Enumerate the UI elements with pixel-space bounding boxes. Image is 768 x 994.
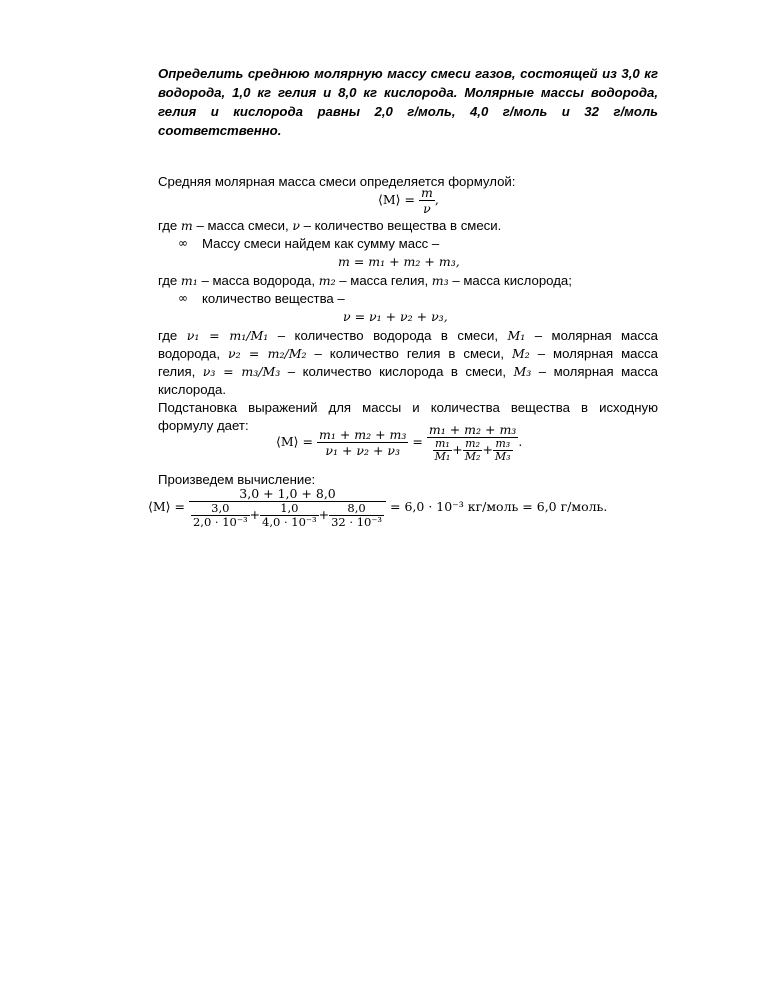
formula-mass-sum: m = m₁ + m₂ + m₃, (338, 254, 460, 269)
formula-numeric (148, 486, 607, 529)
denominator-M3: M₃ (494, 450, 511, 463)
definition-line-2 (158, 272, 658, 290)
denominator-helium: 4,0 · 10⁻³ (262, 515, 317, 529)
symbol-m1: m₁ (180, 273, 198, 288)
fraction-m-over-nu (419, 185, 435, 216)
symbol-m3: m₃ (431, 273, 449, 288)
symbol-m2: m₂ (318, 273, 336, 288)
plus-sign: + (452, 442, 463, 457)
symbol-M1: M₁ (507, 328, 526, 343)
fraction-denominator: ν₁ + ν₂ + ν₃ (317, 442, 408, 458)
text-where: где (158, 273, 181, 288)
fraction-denominator (427, 437, 518, 463)
text-hydrogen: водорода, (158, 346, 228, 361)
formula-nu3: ν₃ = m₃/M₃ (202, 364, 281, 379)
text-mass-oxygen: – масса кислорода; (448, 273, 572, 288)
text-amount-hydrogen: – количество водорода в смеси, (268, 328, 508, 343)
formula-nu1: ν₁ = m₁/M₁ (186, 328, 269, 343)
fraction-numerator: 3,0 + 1,0 + 8,0 (239, 486, 336, 501)
fraction-helium (260, 502, 319, 529)
symbol-M2: M₂ (511, 346, 530, 361)
problem-line-2: водорода, 1,0 кг гелия и 8,0 кг кислорода. Молярные массы водорода, (158, 85, 658, 100)
numerator-oxygen: 8,0 (347, 501, 366, 515)
fraction-m2-M2 (463, 438, 483, 463)
definition-line-6: кислорода. (158, 382, 226, 397)
text-molar-mass: – молярная масса (531, 364, 659, 379)
bullet-icon: ∞ (178, 291, 188, 305)
formula-result: = 6,0 · 10⁻³ кг/моль = 6,0 г/моль. (390, 499, 608, 514)
numerator-m2: m₂ (465, 437, 481, 450)
fraction-denominator: ν (419, 200, 435, 216)
text-molar-mass: – молярная масса (529, 346, 658, 361)
denominator-hydrogen: 2,0 · 10⁻³ (192, 515, 248, 529)
fraction-numeric (189, 486, 386, 529)
equals-sign: = (412, 434, 423, 449)
bullet-1-text: Массу смеси найдем как сумму масс – (202, 236, 440, 251)
definition-line-4 (158, 345, 658, 363)
formula-substituted (276, 422, 522, 463)
bullet-2-text: количество вещества – (202, 291, 345, 306)
definition-line-5 (158, 363, 658, 381)
substitution-line-1: Подстановка выражений для массы и количества вещества в исходную (158, 400, 658, 415)
definition-line-1 (158, 217, 658, 235)
formula-lhs: ⟨M⟩ = (148, 499, 185, 514)
compute-label: Произведем вычисление: (158, 472, 316, 487)
text-mass-mixture: – масса смеси, (192, 218, 293, 233)
fraction-numerator: m (420, 185, 433, 200)
problem-line-1: Определить среднюю молярную массу смеси газов, состоящей из 3,0 кг (158, 66, 658, 81)
fraction-hydrogen (191, 502, 250, 529)
text-molar-mass: – молярная масса (525, 328, 658, 343)
text-amount-mixture: – количество вещества в смеси. (299, 218, 502, 233)
symbol-nu: ν (292, 218, 300, 233)
fraction-numerator: m₁ + m₂ + m₃ (428, 422, 517, 437)
definition-line-3 (158, 327, 658, 345)
bullet-icon: ∞ (178, 236, 188, 250)
substitution-line-2: формулу дает: (158, 418, 249, 433)
text-where: где (158, 218, 181, 233)
problem-line-3: гелия и кислорода равны 2,0 г/моль, 4,0 г/моль и 32 г/моль (158, 104, 658, 119)
denominator-oxygen: 32 · 10⁻³ (331, 515, 383, 529)
text-mass-hydrogen: – масса водорода, (197, 273, 319, 288)
formula-period: . (518, 434, 523, 449)
numerator-hydrogen: 3,0 (211, 501, 230, 515)
fraction-m3-M3 (493, 438, 513, 463)
fraction-denominator (189, 501, 386, 529)
fraction-sum-m-over-sum-nu (317, 427, 408, 458)
symbol-m: m (180, 218, 193, 233)
text-amount-helium: – количество гелия в смеси, (306, 346, 512, 361)
fraction-numerator: m₁ + m₂ + m₃ (318, 427, 407, 442)
formula-comma: , (434, 192, 439, 207)
solution-intro: Средняя молярная масса смеси определяется формулой: (158, 174, 516, 189)
plus-sign: + (249, 507, 261, 522)
text-amount-oxygen: – количество кислорода в смеси, (280, 364, 514, 379)
text-helium: гелия, (158, 364, 203, 379)
fraction-m1-M1 (433, 438, 453, 463)
formula-lhs: ⟨M⟩ = (276, 434, 313, 449)
text-where: где (158, 328, 187, 343)
formula-lhs: ⟨M⟩ = (378, 192, 415, 207)
formula-mean-molar-mass (378, 185, 439, 216)
text-mass-helium: – масса гелия, (335, 273, 432, 288)
fraction-oxygen (329, 502, 384, 529)
numerator-m3: m₃ (495, 437, 511, 450)
symbol-M3: M₃ (513, 364, 532, 379)
plus-sign: + (318, 507, 330, 522)
formula-nu2: ν₂ = m₂/M₂ (227, 346, 307, 361)
numerator-helium: 1,0 (280, 501, 299, 515)
definition-paragraph (158, 327, 658, 435)
fraction-sum-m-over-sum-m-M (427, 422, 518, 463)
problem-statement (158, 64, 658, 140)
numerator-m1: m₁ (435, 437, 450, 450)
plus-sign: + (482, 442, 493, 457)
formula-amount-sum: ν = ν₁ + ν₂ + ν₃, (343, 309, 448, 324)
denominator-M2: M₂ (464, 450, 481, 463)
problem-line-4: соответственно. (158, 123, 282, 138)
denominator-M1: M₁ (434, 450, 451, 463)
